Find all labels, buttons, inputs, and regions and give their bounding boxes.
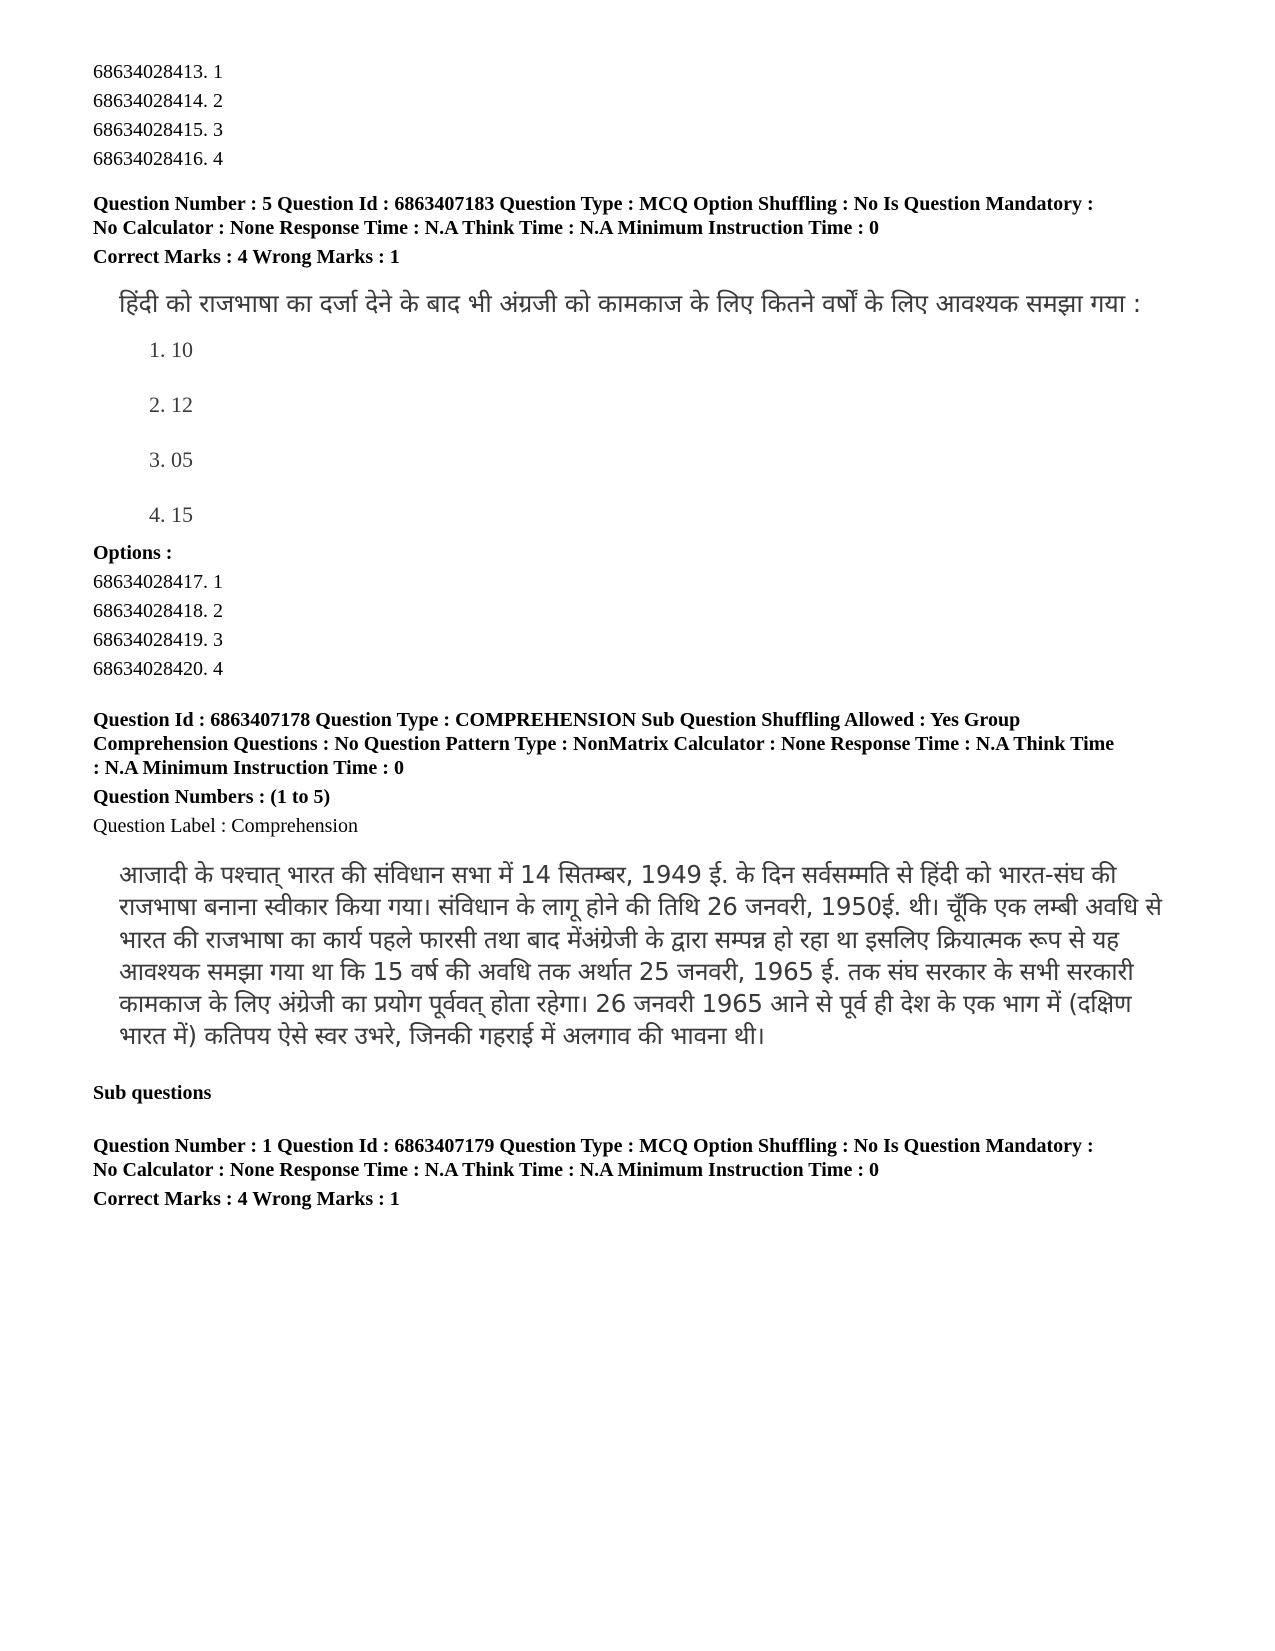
- question-numbers: Question Numbers : (1 to 5): [93, 786, 331, 808]
- previous-options-list: [93, 58, 1193, 174]
- option-id-line: 68634028413. 1: [93, 61, 223, 83]
- sub-question-1-block: [93, 1134, 1193, 1214]
- option-id-line: 68634028419. 3: [93, 629, 223, 651]
- question-meta-line: No Calculator : None Response Time : N.A Think Time : N.A Minimum Instruction Time : 0: [93, 1158, 879, 1181]
- passage-line: भारत में) कतिपय ऐसे स्वर उभरे, जिनकी गहराई में अलगाव की भावना थी।: [119, 1021, 765, 1051]
- sub-questions-heading: Sub questions: [93, 1081, 212, 1104]
- question-meta-line: No Calculator : None Response Time : N.A Think Time : N.A Minimum Instruction Time : 0: [93, 217, 879, 239]
- question-choice: 3. 05: [149, 447, 193, 472]
- option-id-line: 68634028416. 4: [93, 148, 223, 170]
- passage-line: कामकाज के लिए अंग्रेजी का प्रयोग पूर्ववत् होता रहेगा। 26 जनवरी 1965 आने से पूर्व ही देश के एक भाग में (दक्षिण: [119, 989, 1132, 1019]
- passage-line: आजादी के पश्चात् भारत की संविधान सभा में 14 सितम्बर, 1949 ई. के दिन सर्वसम्मति से हिंदी को भारत-संघ की: [119, 860, 1117, 889]
- comprehension-meta-line: Question Id : 6863407178 Question Type : COMPREHENSION Sub Question Shuffling Allowed : Yes Group: [93, 709, 1021, 731]
- question-marks: Correct Marks : 4 Wrong Marks : 1: [93, 1187, 400, 1210]
- question-choice: 4. 15: [149, 502, 193, 527]
- question-image: [93, 286, 1193, 535]
- question-marks: Correct Marks : 4 Wrong Marks : 1: [93, 246, 400, 268]
- options-heading: Options :: [93, 542, 173, 564]
- question-choice: 1. 10: [149, 337, 193, 362]
- question-label: Question Label : Comprehension: [93, 815, 358, 837]
- comprehension-passage: [119, 859, 1162, 1053]
- question-choice: 2. 12: [149, 392, 193, 417]
- question-meta-line: Question Number : 5 Question Id : 6863407183 Question Type : MCQ Option Shuffling : No Is Question Mandatory :: [93, 193, 1094, 215]
- option-id-line: 68634028418. 2: [93, 600, 223, 622]
- option-id-line: 68634028414. 2: [93, 90, 223, 112]
- question-stem: हिंदी को राजभाषा का दर्जा देने के बाद भी अंग्रजी को कामकाज के लिए कितने वर्षों के लिए आवश्यक समझा गया :: [119, 289, 1142, 318]
- option-id-line: 68634028417. 1: [93, 571, 223, 593]
- option-id-line: 68634028415. 3: [93, 119, 223, 141]
- question-meta-line: Question Number : 1 Question Id : 6863407179 Question Type : MCQ Option Shuffling : No Is Question Mandatory :: [93, 1134, 1094, 1157]
- comprehension-meta-line: Comprehension Questions : No Question Pattern Type : NonMatrix Calculator : None Response Time : N.A Think Time: [93, 733, 1115, 755]
- question-5-block: [93, 192, 1193, 684]
- comprehension-meta-line: : N.A Minimum Instruction Time : 0: [93, 757, 404, 779]
- document-page: [93, 58, 1193, 1214]
- passage-line: राजभाषा बनाना स्वीकार किया गया। संविधान के लागू होने की तिथि 26 जनवरी, 1950ई. थी। चूँकि एक लम्बी अवधि से: [119, 892, 1162, 922]
- option-id-line: 68634028420. 4: [93, 658, 223, 680]
- passage-line: आवश्यक समझा गया था कि 15 वर्ष की अवधि तक अर्थात 25 जनवरी, 1965 ई. तक संघ सरकार के सभी सरकारी: [119, 956, 1134, 986]
- passage-line: भारत की राजभाषा का कार्य पहले फारसी तथा बाद मेंअंग्रेजी के द्वारा सम्पन्न हो रहा था इसलिए क्रियात्मक रूप से यह: [119, 924, 1119, 954]
- comprehension-block: [93, 708, 1193, 1108]
